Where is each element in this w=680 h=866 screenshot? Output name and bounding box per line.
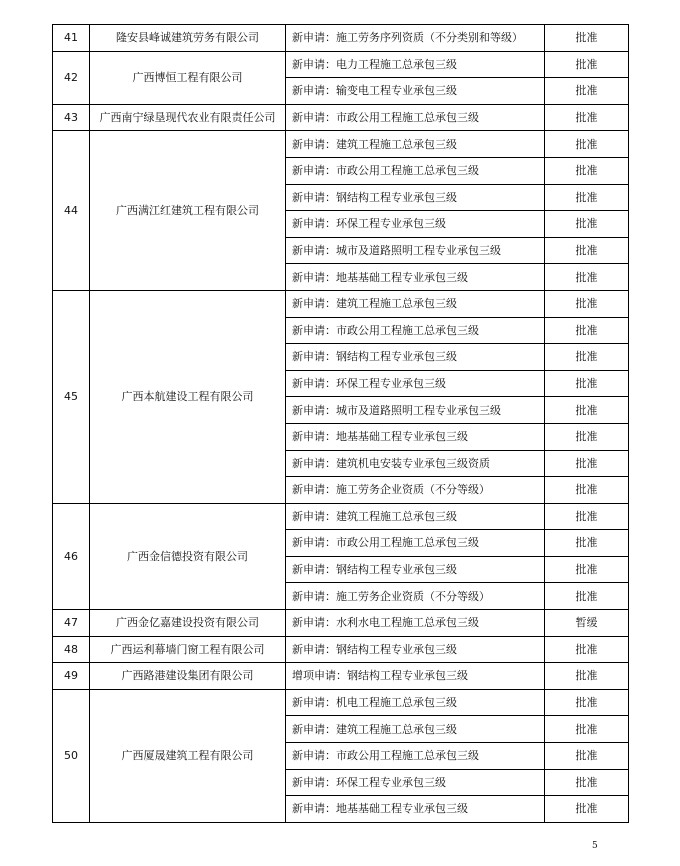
row-number: 41 [53,25,90,52]
application-item: 新申请：建筑工程施工总承包三级 [286,503,545,530]
approval-result: 批准 [545,796,629,823]
application-item: 新申请：建筑工程施工总承包三级 [286,131,545,158]
table-row [53,503,629,530]
company-name: 广西路港建设集团有限公司 [90,663,286,690]
row-number: 47 [53,610,90,637]
table-row [53,51,629,78]
row-number: 48 [53,636,90,663]
application-item: 新申请：建筑工程施工总承包三级 [286,290,545,317]
application-item: 新申请：建筑机电安装专业承包三级资质 [286,450,545,477]
table-row [53,610,629,637]
table-row [53,663,629,690]
application-item: 新申请：地基基础工程专业承包三级 [286,796,545,823]
approval-result: 暂缓 [545,610,629,637]
row-number: 44 [53,131,90,291]
approval-result: 批准 [545,636,629,663]
row-number: 42 [53,51,90,104]
table-row [53,290,629,317]
application-item: 新申请：市政公用工程施工总承包三级 [286,104,545,131]
application-item: 新申请：市政公用工程施工总承包三级 [286,317,545,344]
approval-result: 批准 [545,423,629,450]
application-item: 新申请：输变电工程专业承包三级 [286,78,545,105]
application-item: 新申请：环保工程专业承包三级 [286,370,545,397]
approval-result: 批准 [545,583,629,610]
application-item: 新申请：环保工程专业承包三级 [286,211,545,238]
qualification-table [52,24,629,823]
company-name: 广西金信德投资有限公司 [90,503,286,609]
approval-result: 批准 [545,237,629,264]
row-number: 46 [53,503,90,609]
application-item: 新申请：钢结构工程专业承包三级 [286,636,545,663]
approval-result: 批准 [545,290,629,317]
company-name: 隆安县峰诚建筑劳务有限公司 [90,25,286,52]
application-item: 新申请：市政公用工程施工总承包三级 [286,530,545,557]
table-row [53,131,629,158]
approval-result: 批准 [545,264,629,291]
approval-result: 批准 [545,769,629,796]
approval-result: 批准 [545,51,629,78]
application-item: 新申请：施工劳务企业资质（不分等级） [286,583,545,610]
approval-result: 批准 [545,716,629,743]
approval-result: 批准 [545,370,629,397]
application-item: 新申请：地基基础工程专业承包三级 [286,423,545,450]
company-name: 广西厦晟建筑工程有限公司 [90,689,286,822]
application-item: 新申请：市政公用工程施工总承包三级 [286,743,545,770]
application-item: 新申请：施工劳务企业资质（不分等级） [286,477,545,504]
page-number: 5 [592,841,598,851]
approval-result: 批准 [545,25,629,52]
table-body [53,25,629,823]
application-item: 新申请：钢结构工程专业承包三级 [286,184,545,211]
approval-result: 批准 [545,104,629,131]
approval-result: 批准 [545,663,629,690]
approval-result: 批准 [545,157,629,184]
approval-result: 批准 [545,184,629,211]
approval-result: 批准 [545,530,629,557]
application-item: 新申请：城市及道路照明工程专业承包三级 [286,237,545,264]
application-item: 新申请：电力工程施工总承包三级 [286,51,545,78]
approval-result: 批准 [545,211,629,238]
table-row [53,104,629,131]
company-name: 广西博恒工程有限公司 [90,51,286,104]
table-row [53,689,629,716]
company-name: 广西运利幕墙门窗工程有限公司 [90,636,286,663]
application-item: 新申请：建筑工程施工总承包三级 [286,716,545,743]
approval-result: 批准 [545,477,629,504]
table-row [53,25,629,52]
approval-result: 批准 [545,503,629,530]
company-name: 广西金亿嘉建设投资有限公司 [90,610,286,637]
row-number: 50 [53,689,90,822]
approval-result: 批准 [545,743,629,770]
row-number: 49 [53,663,90,690]
application-item: 增项申请：钢结构工程专业承包三级 [286,663,545,690]
row-number: 43 [53,104,90,131]
application-item: 新申请：水利水电工程施工总承包三级 [286,610,545,637]
approval-result: 批准 [545,317,629,344]
row-number: 45 [53,290,90,503]
application-item: 新申请：施工劳务序列资质（不分类别和等级） [286,25,545,52]
approval-result: 批准 [545,450,629,477]
approval-result: 批准 [545,556,629,583]
application-item: 新申请：钢结构工程专业承包三级 [286,344,545,371]
application-item: 新申请：环保工程专业承包三级 [286,769,545,796]
company-name: 广西满江红建筑工程有限公司 [90,131,286,291]
approval-result: 批准 [545,397,629,424]
table-row [53,636,629,663]
approval-result: 批准 [545,689,629,716]
application-item: 新申请：市政公用工程施工总承包三级 [286,157,545,184]
company-name: 广西南宁绿垦现代农业有限责任公司 [90,104,286,131]
application-item: 新申请：钢结构工程专业承包三级 [286,556,545,583]
approval-result: 批准 [545,78,629,105]
approval-result: 批准 [545,131,629,158]
approval-result: 批准 [545,344,629,371]
application-item: 新申请：城市及道路照明工程专业承包三级 [286,397,545,424]
application-item: 新申请：机电工程施工总承包三级 [286,689,545,716]
application-item: 新申请：地基基础工程专业承包三级 [286,264,545,291]
company-name: 广西本航建设工程有限公司 [90,290,286,503]
